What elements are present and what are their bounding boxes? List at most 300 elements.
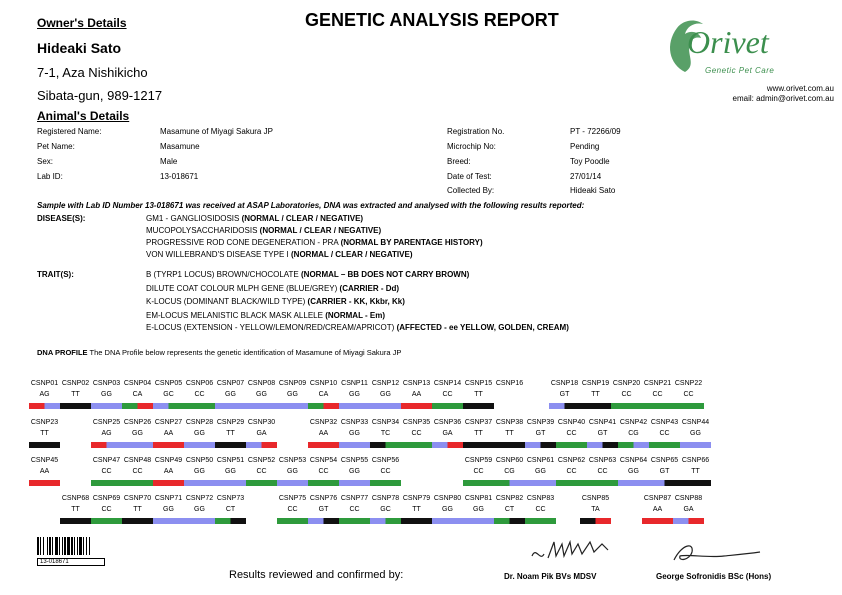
snp-name: CSNP80: [433, 495, 462, 502]
orivet-logo: [655, 14, 833, 84]
snp-name: CSNP22: [674, 380, 703, 387]
snp-marker: [525, 457, 556, 487]
snp-genotype: TC: [380, 430, 391, 437]
snp-marker: [29, 380, 60, 410]
snp-genotype: GG: [349, 468, 360, 475]
snp-allele-bar: [580, 518, 611, 524]
snp-marker: [432, 380, 463, 410]
snp-name: CSNP79: [402, 495, 431, 502]
snp-name: CSNP01: [30, 380, 59, 387]
snp-name: CSNP05: [154, 380, 183, 387]
snp-name: CSNP12: [371, 380, 400, 387]
snp-genotype: CA: [132, 391, 143, 398]
signatory-2-name: George Sofronidis BSc (Hons): [656, 572, 772, 581]
snp-marker: [680, 419, 711, 449]
snp-allele-bar: [246, 403, 277, 409]
snp-allele-bar: [370, 518, 401, 524]
snp-genotype: GG: [287, 391, 298, 398]
snp-name: CSNP10: [309, 380, 338, 387]
snp-allele-bar: [401, 442, 432, 448]
microchip-value: Pending: [570, 142, 600, 151]
snp-marker: [673, 380, 704, 410]
snp-marker: [611, 380, 642, 410]
snp-marker: [587, 419, 618, 449]
snp-name: CSNP87: [643, 495, 672, 502]
snp-allele-bar: [401, 403, 432, 409]
snp-allele-bar: [184, 403, 215, 409]
snp-marker: [91, 457, 122, 487]
snp-name: CSNP59: [464, 457, 493, 464]
snp-marker: [401, 380, 432, 410]
snp-genotype: GG: [349, 391, 360, 398]
sex-value: Male: [160, 157, 178, 166]
snp-name: CSNP52: [247, 457, 276, 464]
snp-genotype: CC: [194, 391, 205, 398]
snp-genotype: GT: [559, 391, 570, 398]
barcode-number: 13-018671: [37, 558, 105, 566]
snp-genotype: GG: [287, 468, 298, 475]
snp-allele-bar: [215, 480, 246, 486]
logo-text: Orivet: [687, 24, 769, 60]
snp-name: CSNP33: [340, 419, 369, 426]
snp-marker: [680, 457, 711, 487]
snp-genotype: GC: [163, 391, 174, 398]
registration-no-value: PT - 72266/09: [570, 127, 621, 136]
snp-marker: [122, 419, 153, 449]
snp-allele-bar: [122, 518, 153, 524]
snp-allele-bar: [611, 403, 642, 409]
snp-marker: [122, 495, 153, 525]
snp-marker: [649, 419, 680, 449]
snp-marker: [494, 457, 525, 487]
pet-name-label: Pet Name:: [37, 142, 75, 151]
snp-marker: [642, 495, 673, 525]
snp-marker: [580, 495, 611, 525]
snp-marker: [215, 419, 246, 449]
snp-marker: [370, 419, 401, 449]
snp-marker: [642, 380, 673, 410]
snp-allele-bar: [339, 403, 370, 409]
snp-marker: [215, 380, 246, 410]
trait-line: [146, 270, 469, 279]
snp-marker: [401, 419, 432, 449]
snp-name: CSNP37: [464, 419, 493, 426]
snp-marker: [339, 380, 370, 410]
snp-genotype: AA: [652, 506, 663, 513]
trait-line: [146, 323, 569, 332]
snp-name: CSNP36: [433, 419, 462, 426]
snp-marker: [122, 457, 153, 487]
snp-genotype: TT: [505, 430, 514, 437]
snp-name: CSNP45: [30, 457, 59, 464]
disease-section-label: DISEASE(S):: [37, 214, 86, 223]
snp-genotype: CC: [132, 468, 143, 475]
snp-allele-bar: [277, 480, 308, 486]
snp-marker: [556, 457, 587, 487]
snp-marker: [618, 419, 649, 449]
snp-marker: [370, 380, 401, 410]
snp-name: CSNP50: [185, 457, 214, 464]
snp-name: CSNP60: [495, 457, 524, 464]
snp-allele-bar: [308, 518, 339, 524]
snp-allele-bar: [91, 442, 122, 448]
snp-allele-bar: [494, 442, 525, 448]
snp-allele-bar: [673, 518, 704, 524]
snp-marker: [184, 380, 215, 410]
snp-allele-bar: [246, 442, 277, 448]
snp-genotype: CC: [597, 468, 608, 475]
snp-genotype: GG: [194, 430, 205, 437]
snp-allele-bar: [525, 518, 556, 524]
snp-name: CSNP65: [650, 457, 679, 464]
snp-genotype: AA: [411, 391, 422, 398]
snp-marker: [153, 457, 184, 487]
snp-genotype: CC: [683, 391, 694, 398]
snp-marker: [246, 457, 277, 487]
owner-address-line2: Sibata-gun, 989-1217: [37, 88, 163, 103]
snp-allele-bar: [370, 442, 401, 448]
snp-allele-bar: [556, 442, 587, 448]
pet-name-value: Masamune: [160, 142, 200, 151]
snp-genotype: CC: [349, 506, 360, 513]
snp-name: CSNP34: [371, 419, 400, 426]
snp-name: CSNP41: [588, 419, 617, 426]
snp-name: CSNP18: [550, 380, 579, 387]
snp-allele-bar: [246, 480, 277, 486]
snp-allele-bar: [556, 480, 587, 486]
disease-name: GM1 - GANGLIOSIDOSIS: [146, 214, 240, 223]
disease-line: [146, 226, 381, 235]
snp-marker: [60, 495, 91, 525]
snp-allele-bar: [153, 518, 184, 524]
snp-genotype: GG: [225, 468, 236, 475]
snp-genotype: CC: [287, 506, 298, 513]
snp-allele-bar: [60, 518, 91, 524]
lab-id-label: Lab ID:: [37, 172, 63, 181]
barcode: [37, 537, 105, 555]
snp-marker: [525, 495, 556, 525]
disease-result: (NORMAL / CLEAR / NEGATIVE): [259, 226, 382, 235]
lab-id-value: 13-018671: [160, 172, 199, 181]
trait-name: EM-LOCUS MELANISTIC BLACK MASK ALLELE: [146, 311, 323, 320]
snp-allele-bar: [277, 403, 308, 409]
snp-name: CSNP69: [92, 495, 121, 502]
registered-name-label: Registered Name:: [37, 127, 102, 136]
snp-allele-bar: [580, 403, 611, 409]
disease-result: (NORMAL / CLEAR / NEGATIVE): [241, 214, 364, 223]
snp-marker: [277, 380, 308, 410]
snp-genotype: CC: [566, 468, 577, 475]
snp-genotype: TT: [226, 430, 235, 437]
snp-name: CSNP19: [581, 380, 610, 387]
snp-allele-bar: [339, 518, 370, 524]
sample-statement: Sample with Lab ID Number 13-018671 was received at ASAP Laboratories, DNA was extracted and analysed with the following results reported:: [37, 201, 585, 210]
snp-name: CSNP78: [371, 495, 400, 502]
snp-allele-bar: [122, 403, 153, 409]
snp-allele-bar: [153, 403, 184, 409]
snp-name: CSNP28: [185, 419, 214, 426]
trait-name: E-LOCUS (EXTENSION - YELLOW/LEMON/RED/CREAM/APRICOT): [146, 323, 395, 332]
snp-marker: [277, 457, 308, 487]
snp-genotype: CC: [621, 391, 632, 398]
snp-genotype: CT: [225, 506, 236, 513]
trait-line: [146, 297, 405, 306]
snp-allele-bar: [432, 518, 463, 524]
snp-name: CSNP49: [154, 457, 183, 464]
snp-allele-bar: [401, 518, 432, 524]
snp-allele-bar: [91, 403, 122, 409]
snp-name: CSNP20: [612, 380, 641, 387]
snp-marker: [60, 380, 91, 410]
snp-name: CSNP73: [216, 495, 245, 502]
snp-allele-bar: [649, 442, 680, 448]
snp-genotype: GG: [442, 506, 453, 513]
snp-allele-bar: [432, 403, 463, 409]
snp-marker: [277, 495, 308, 525]
snp-marker: [339, 457, 370, 487]
snp-marker: [618, 457, 649, 487]
snp-marker: [649, 457, 680, 487]
snp-marker: [401, 495, 432, 525]
snp-genotype: TT: [133, 506, 142, 513]
snp-name: CSNP11: [341, 380, 368, 387]
snp-genotype: CG: [628, 430, 639, 437]
snp-marker: [673, 495, 704, 525]
trait-name: B (TYRP1 LOCUS) BROWN/CHOCOLATE: [146, 270, 299, 279]
snp-name: CSNP32: [309, 419, 338, 426]
snp-name: CSNP27: [154, 419, 183, 426]
snp-marker: [184, 495, 215, 525]
snp-name: CSNP39: [526, 419, 555, 426]
snp-name: CSNP85: [581, 495, 610, 502]
trait-result: (CARRIER - Dd): [339, 284, 400, 293]
snp-name: CSNP03: [92, 380, 121, 387]
snp-allele-bar: [122, 480, 153, 486]
snp-genotype: CC: [535, 506, 546, 513]
snp-marker: [556, 419, 587, 449]
snp-name: CSNP61: [526, 457, 555, 464]
snp-marker: [91, 419, 122, 449]
snp-name: CSNP06: [185, 380, 214, 387]
snp-allele-bar: [463, 480, 494, 486]
snp-name: CSNP35: [402, 419, 431, 426]
snp-name: CSNP71: [154, 495, 183, 502]
snp-genotype: CC: [442, 391, 453, 398]
snp-genotype: CC: [318, 468, 329, 475]
snp-allele-bar: [91, 480, 122, 486]
trait-line: [146, 284, 399, 293]
snp-genotype: GG: [194, 506, 205, 513]
snp-name: CSNP47: [92, 457, 121, 464]
snp-name: CSNP77: [340, 495, 369, 502]
snp-allele-bar: [370, 480, 401, 486]
trait-result: (NORMAL – BB DOES NOT CARRY BROWN): [301, 270, 470, 279]
snp-name: CSNP66: [681, 457, 710, 464]
snp-name: CSNP54: [309, 457, 338, 464]
snp-genotype: TA: [591, 506, 600, 513]
snp-genotype: GG: [473, 506, 484, 513]
snp-marker: [308, 495, 339, 525]
snp-marker: [463, 457, 494, 487]
snp-allele-bar: [463, 403, 494, 409]
snp-allele-bar: [463, 518, 494, 524]
snp-name: CSNP53: [278, 457, 307, 464]
snp-allele-bar: [642, 403, 673, 409]
microchip-label: Microchip No:: [447, 142, 496, 151]
snp-genotype: AA: [318, 430, 329, 437]
snp-marker: [153, 419, 184, 449]
snp-genotype: GG: [380, 391, 391, 398]
collected-by-label: Collected By:: [447, 186, 495, 195]
snp-allele-bar: [432, 442, 463, 448]
snp-genotype: TT: [474, 430, 483, 437]
logo-tagline: Genetic Pet Care: [705, 66, 775, 75]
dna-profile-label: DNA PROFILE: [37, 348, 88, 357]
snp-genotype: GA: [683, 506, 694, 513]
snp-allele-bar: [642, 518, 673, 524]
snp-allele-bar: [29, 442, 60, 448]
snp-allele-bar: [370, 403, 401, 409]
snp-genotype: CG: [504, 468, 515, 475]
snp-genotype: GA: [256, 430, 267, 437]
snp-allele-bar: [680, 442, 711, 448]
snp-allele-bar: [308, 403, 339, 409]
snp-allele-bar: [153, 442, 184, 448]
snp-name: CSNP82: [495, 495, 524, 502]
snp-genotype: CC: [659, 430, 670, 437]
snp-marker: [29, 457, 60, 487]
snp-genotype: TT: [474, 391, 483, 398]
snp-name: CSNP15: [464, 380, 493, 387]
breed-value: Toy Poodle: [570, 157, 610, 166]
breed-label: Breed:: [447, 157, 471, 166]
snp-marker: [370, 457, 401, 487]
snp-marker: [494, 495, 525, 525]
snp-genotype: TT: [412, 506, 421, 513]
snp-genotype: GT: [659, 468, 670, 475]
snp-name: CSNP83: [526, 495, 555, 502]
snp-genotype: GG: [628, 468, 639, 475]
snp-allele-bar: [308, 480, 339, 486]
snp-genotype: CC: [256, 468, 267, 475]
disease-name: VON WILLEBRAND'S DISEASE TYPE I: [146, 250, 289, 259]
animal-details-heading: Animal's Details: [37, 109, 130, 123]
snp-genotype: GG: [163, 506, 174, 513]
email-link[interactable]: email: admin@orivet.com.au: [732, 94, 834, 103]
snp-marker: [308, 380, 339, 410]
snp-genotype: GG: [194, 468, 205, 475]
snp-allele-bar: [153, 480, 184, 486]
snp-name: CSNP76: [309, 495, 338, 502]
snp-allele-bar: [618, 442, 649, 448]
snp-marker: [549, 380, 580, 410]
snp-name: CSNP26: [123, 419, 152, 426]
disease-result: (NORMAL BY PARENTAGE HISTORY): [340, 238, 483, 247]
snp-name: CSNP72: [185, 495, 214, 502]
snp-genotype: AA: [163, 468, 174, 475]
snp-genotype: TT: [40, 430, 49, 437]
snp-name: CSNP25: [92, 419, 121, 426]
snp-marker: [91, 380, 122, 410]
snp-genotype: GG: [256, 391, 267, 398]
snp-marker: [463, 495, 494, 525]
trait-name: DILUTE COAT COLOUR MLPH GENE (BLUE/GREY): [146, 284, 338, 293]
disease-line: [146, 238, 483, 247]
snp-name: CSNP21: [643, 380, 672, 387]
snp-marker: [494, 419, 525, 449]
snp-name: CSNP29: [216, 419, 245, 426]
disease-line: [146, 250, 412, 259]
collected-by-value: Hideaki Sato: [570, 186, 616, 195]
snp-name: CSNP63: [588, 457, 617, 464]
snp-marker: [184, 457, 215, 487]
snp-genotype: CC: [566, 430, 577, 437]
snp-allele-bar: [91, 518, 122, 524]
snp-marker: [463, 419, 494, 449]
snp-marker: [463, 380, 494, 410]
snp-marker: [215, 457, 246, 487]
snp-genotype: GT: [535, 430, 546, 437]
snp-name: CSNP38: [495, 419, 524, 426]
snp-marker: [580, 380, 611, 410]
snp-allele-bar: [215, 518, 246, 524]
snp-name: CSNP70: [123, 495, 152, 502]
snp-allele-bar: [308, 442, 339, 448]
snp-name: CSNP51: [216, 457, 245, 464]
snp-marker: [184, 419, 215, 449]
snp-name: CSNP88: [674, 495, 703, 502]
registration-no-label: Registration No.: [447, 127, 505, 136]
website-link[interactable]: www.orivet.com.au: [766, 84, 834, 93]
snp-genotype: CC: [473, 468, 484, 475]
snp-genotype: GT: [318, 506, 329, 513]
reviewed-statement: Results reviewed and confirmed by:: [229, 569, 404, 581]
snp-marker: [494, 380, 525, 410]
snp-genotype: GG: [132, 430, 143, 437]
snp-name: CSNP09: [278, 380, 307, 387]
snp-genotype: AA: [39, 468, 50, 475]
snp-allele-bar: [29, 480, 60, 486]
snp-allele-bar: [673, 403, 704, 409]
snp-allele-bar: [184, 518, 215, 524]
registered-name-value: Masamune of Miyagi Sakura JP: [160, 127, 273, 136]
snp-name: CSNP55: [340, 457, 369, 464]
snp-name: CSNP02: [61, 380, 90, 387]
snp-genotype: CA: [318, 391, 329, 398]
snp-genotype: GT: [597, 430, 608, 437]
snp-allele-bar: [339, 442, 370, 448]
snp-marker: [370, 495, 401, 525]
snp-genotype: GG: [101, 391, 112, 398]
snp-genotype: AG: [101, 430, 112, 437]
signatory-1-name: Dr. Noam Pik BVs MDSV: [504, 572, 597, 581]
snp-name: CSNP42: [619, 419, 648, 426]
snp-name: CSNP07: [216, 380, 245, 387]
snp-marker: [525, 419, 556, 449]
snp-marker: [246, 419, 277, 449]
snp-genotype: GG: [535, 468, 546, 475]
snp-genotype: TT: [591, 391, 600, 398]
snp-genotype: CC: [380, 468, 391, 475]
snp-genotype: CC: [101, 468, 112, 475]
snp-allele-bar: [215, 403, 246, 409]
snp-allele-bar: [277, 518, 308, 524]
snp-name: CSNP48: [123, 457, 152, 464]
snp-name: CSNP08: [247, 380, 276, 387]
snp-allele-bar: [184, 480, 215, 486]
snp-genotype: TT: [691, 468, 700, 475]
snp-name: CSNP30: [247, 419, 276, 426]
